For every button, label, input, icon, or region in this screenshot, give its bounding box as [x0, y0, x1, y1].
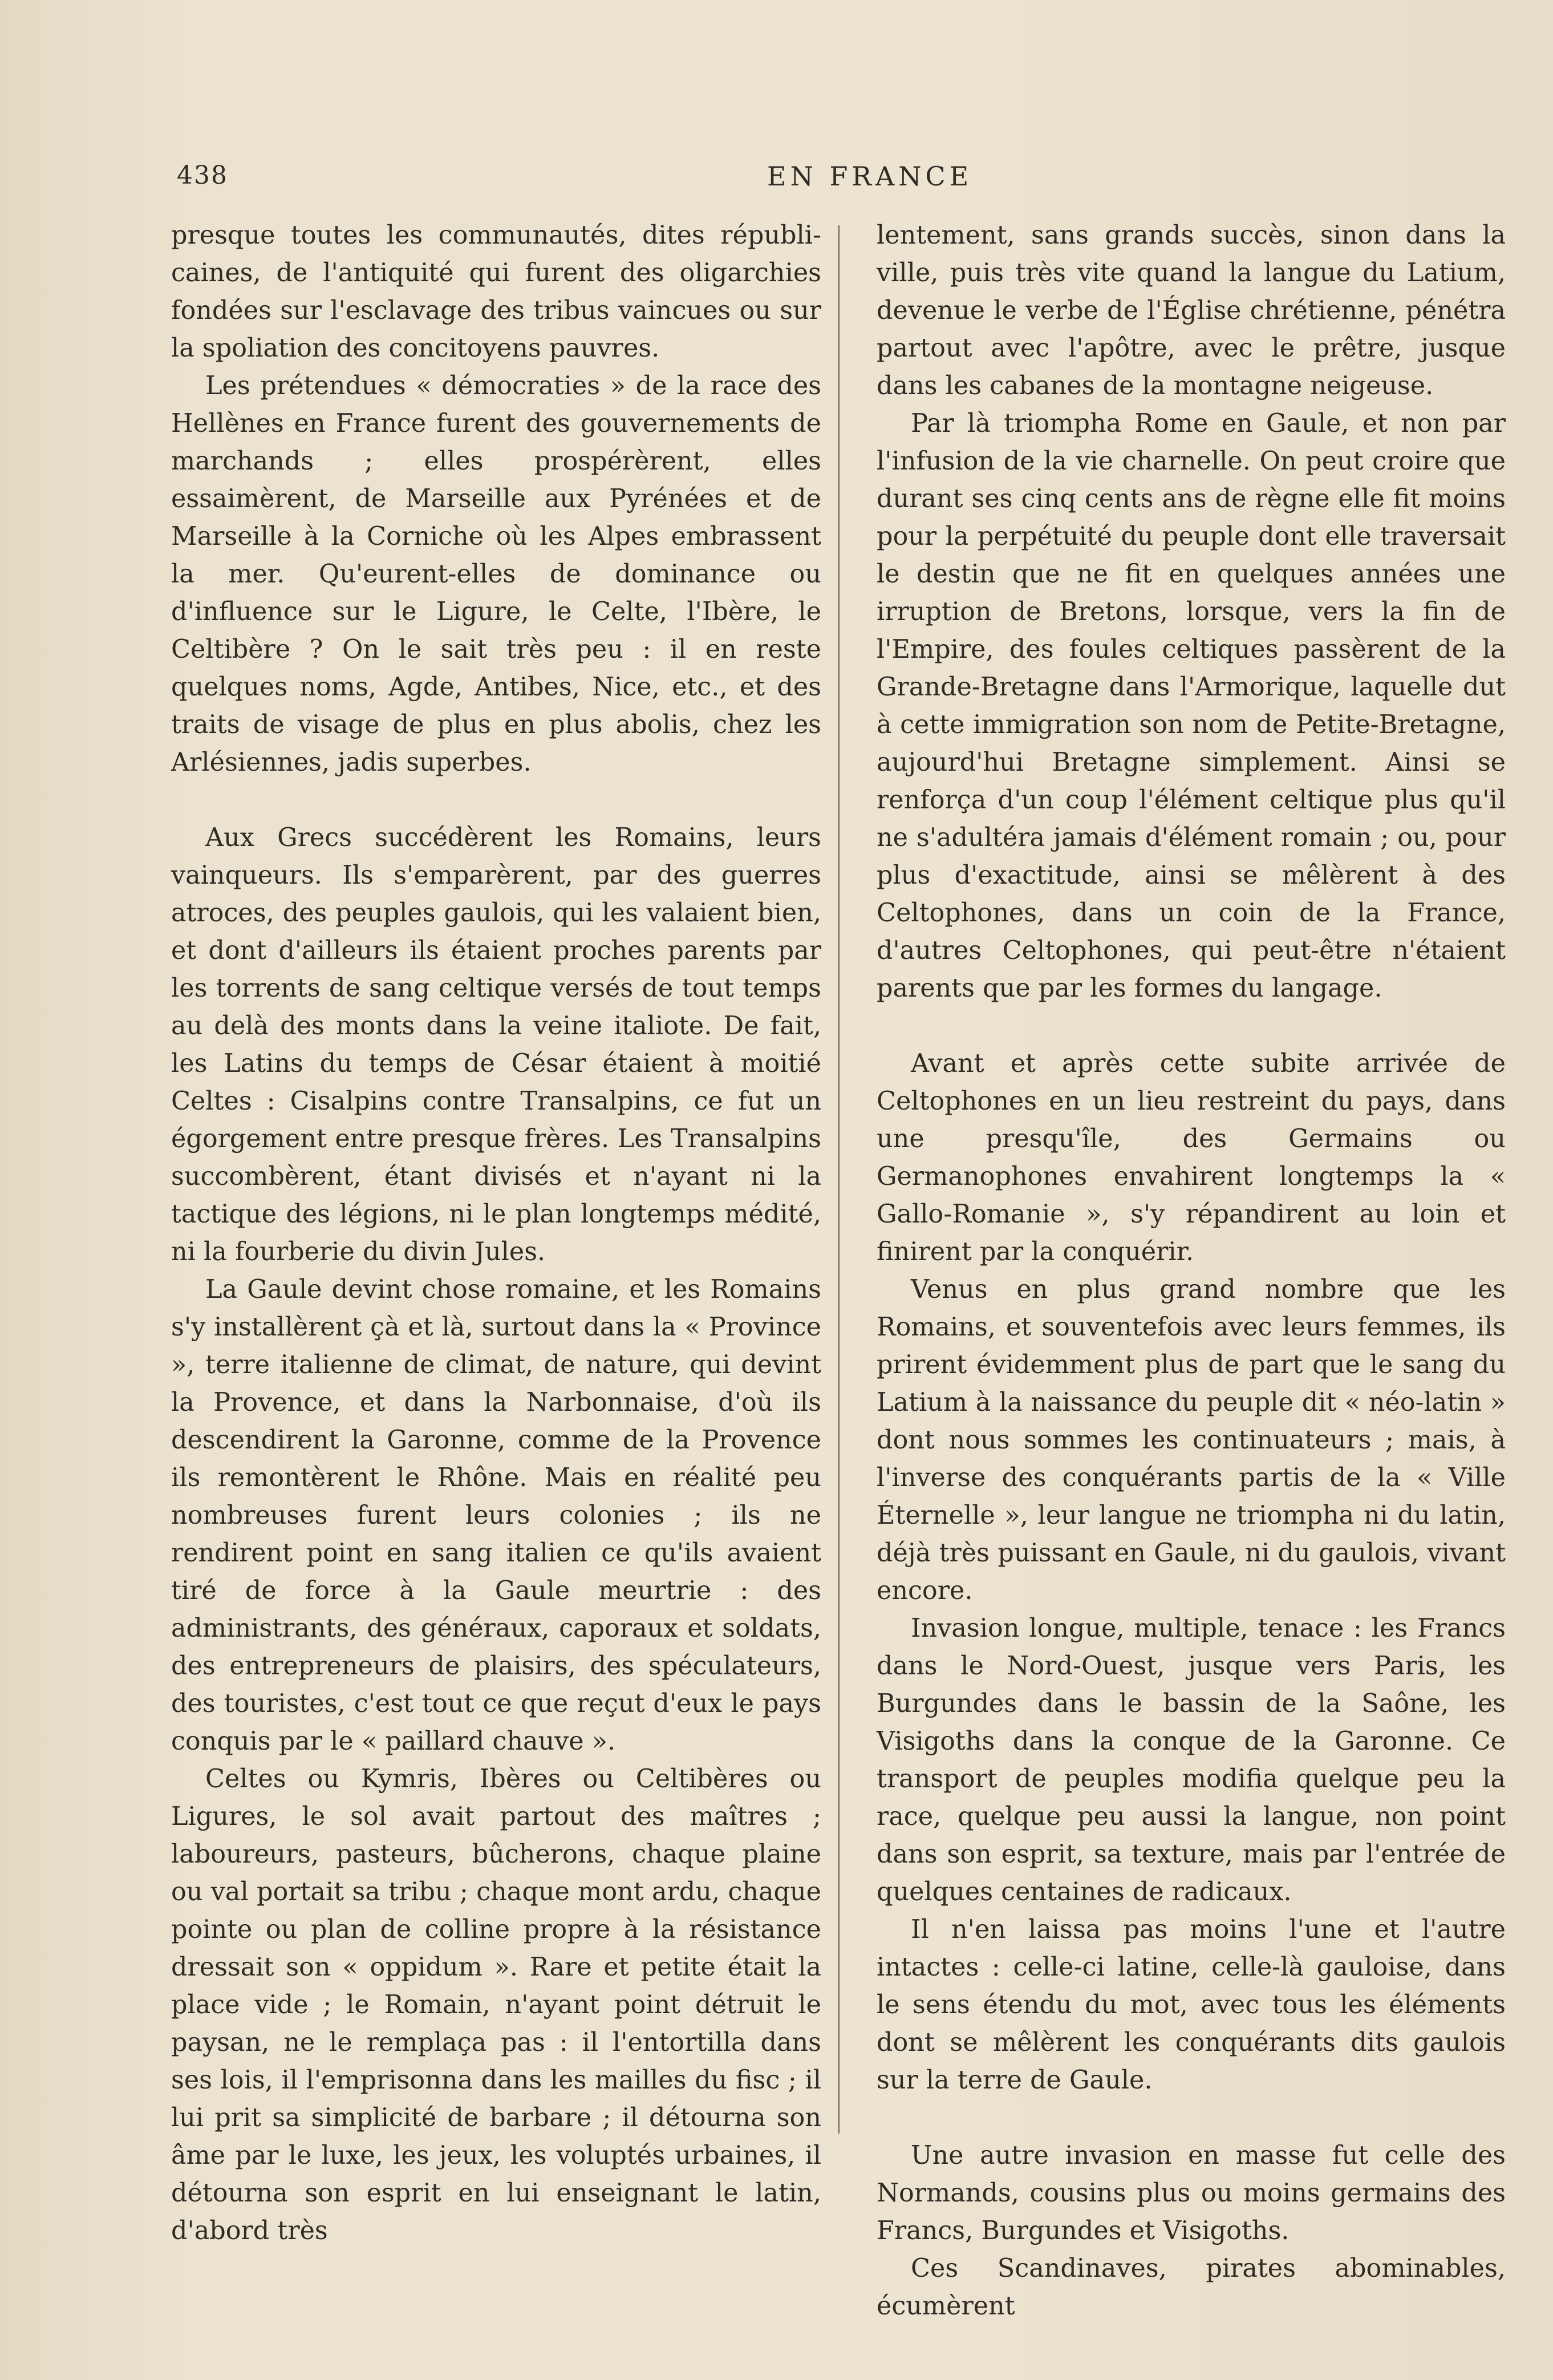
- right-paragraph-5: Invasion longue, multiple, tenace : les Francs dans le Nord-Ouest, jusque vers Paris, les Burgundes dans le bassin de la Saône, les Visigoths dans la conque de la Garonne. Ce transport de peuples modifia quelque peu la race, quelque peu aussi la langue, non point dans son esprit, sa texture, mais par l'entrée de quelques centaines de radicaux.: [877, 1614, 1506, 1907]
- left-paragraph-4: La Gaule devint chose romaine, et les Romains s'y installèrent çà et là, surtout dans la « Province », terre italienne de climat, de nature, qui devint la Provence, et dans la Narbonnaise, d'où ils descendirent la Garonne, comme de la Provence ils remontèrent le Rhône. Mais en réalité peu nombreuses furent leurs colonies ; ils ne rendirent point en sang italien ce qu'ils avaient tiré de force à la Gaule meurtrie : des administrants, des généraux, caporaux et soldats, des entrepreneurs de plaisirs, des spéculateurs, des touristes, c'est tout ce que reçut d'eux le pays conquis par le « paillard chauve ».: [171, 1275, 821, 1756]
- right-paragraph-3: Avant et après cette subite arrivée de Celtophones en un lieu restreint du pays, dans une presqu'île, des Germains ou Germanophones envahirent longtemps la « Gallo-Romanie », s'y répandirent au loin et finirent par la conquérir.: [877, 1049, 1506, 1266]
- section-break: [877, 1007, 1506, 1045]
- left-column: [171, 217, 821, 2250]
- right-paragraph-2: Par là triompha Rome en Gaule, et non par l'infusion de la vie charnelle. On peut croire que durant ses cinq cents ans de règne elle fit moins pour la perpétuité du peuple dont elle traversait le destin que ne fit en quelques années une irruption de Bretons, lorsque, vers la fin de l'Empire, des foules celtiques passèrent de la Grande-Bretagne dans l'Armorique, laquelle dut à cette immigration son nom de Petite-Bretagne, aujourd'hui Bretagne simplement. Ainsi se renforça d'un coup l'élément celtique plus qu'il ne s'adultéra jamais d'élément romain ; ou, pour plus d'exactitude, ainsi se mêlèrent à des Celtophones, dans un coin de la France, d'autres Celtophones, qui peut-être n'étaient parents que par les formes du langage.: [877, 409, 1506, 1003]
- right-paragraph-8: Ces Scandinaves, pirates abominables, écumèrent: [877, 2254, 1506, 2321]
- right-paragraph-6: Il n'en laissa pas moins l'une et l'autre intactes : celle-ci latine, celle-là gauloise, dans le sens étendu du mot, avec tous les éléments dont se mêlèrent les conquérants dits gaulois sur la terre de Gaule.: [877, 1915, 1506, 2095]
- section-break: [877, 2099, 1506, 2137]
- column-divider: [838, 225, 840, 2134]
- left-paragraph-5: Celtes ou Kymris, Ibères ou Celtibères ou Ligures, le sol avait partout des maîtres ; laboureurs, pasteurs, bûcherons, chaque plaine ou val portait sa tribu ; chaque mont ardu, chaque pointe ou plan de colline propre à la résistance dressait son « oppidum ». Rare et petite était la place vide ; le Romain, n'ayant point détruit le paysan, ne le remplaça pas : il l'entortilla dans ses lois, il l'emprisonna dans les mailles du fisc ; il lui prit sa simplicité de barbare ; il détourna son âme par le luxe, les jeux, les voluptés urbaines, il détourna son esprit en lui enseignant le latin, d'abord très: [171, 1764, 821, 2245]
- left-paragraph-3: Aux Grecs succédèrent les Romains, leurs vainqueurs. Ils s'emparèrent, par des guerres atroces, des peuples gaulois, qui les valaient bien, et dont d'ailleurs ils étaient proches parents par les torrents de sang celtique versés de tout temps au delà des monts dans la veine italiote. De fait, les Latins du temps de César étaient à moitié Celtes : Cisalpins contre Transalpins, ce fut un égorgement entre presque frères. Les Transalpins succombèrent, étant divisés et n'ayant ni la tactique des légions, ni le plan longtemps médité, ni la fourberie du divin Jules.: [171, 823, 821, 1266]
- right-paragraph-1: lentement, sans grands succès, sinon dans la ville, puis très vite quand la langue du Latium, devenue le verbe de l'Église chrétienne, pénétra partout avec l'apôtre, avec le prêtre, jusque dans les cabanes de la montagne neigeuse.: [877, 221, 1506, 400]
- running-title: EN FRANCE: [767, 161, 973, 192]
- left-paragraph-1: presque toutes les communautés, dites républi-caines, de l'antiquité qui furent des oligarchies fondées sur l'esclavage des tribus vaincues ou sur la spoliation des concitoyens pauvres.: [171, 221, 821, 363]
- right-paragraph-7: Une autre invasion en masse fut celle des Normands, cousins plus ou moins germains des Francs, Burgundes et Visigoths.: [877, 2141, 1506, 2245]
- left-paragraph-2: Les prétendues « démocraties » de la race des Hellènes en France furent des gouvernements de marchands ; elles prospérèrent, elles essaimèrent, de Marseille aux Pyrénées et de Marseille à la Corniche où les Alpes embrassent la mer. Qu'eurent-elles de dominance ou d'influence sur le Ligure, le Celte, l'Ibère, le Celtibère ? On le sait très peu : il en reste quelques noms, Agde, Antibes, Nice, etc., et des traits de visage de plus en plus abolis, chez les Arlésiennes, jadis superbes.: [171, 371, 821, 777]
- page-header: [171, 154, 1506, 200]
- section-break: [171, 782, 821, 819]
- page-number: 438: [177, 161, 228, 190]
- right-paragraph-4: Venus en plus grand nombre que les Romains, et souventefois avec leurs femmes, ils prirent évidemment plus de part que le sang du Latium à la naissance du peuple dit « néo-latin » dont nous sommes les continuateurs ; mais, à l'inverse des conquérants partis de la « Ville Éternelle », leur langue ne triompha ni du latin, déjà très puissant en Gaule, ni du gaulois, vivant encore.: [877, 1275, 1506, 1605]
- right-column: [877, 217, 1506, 2325]
